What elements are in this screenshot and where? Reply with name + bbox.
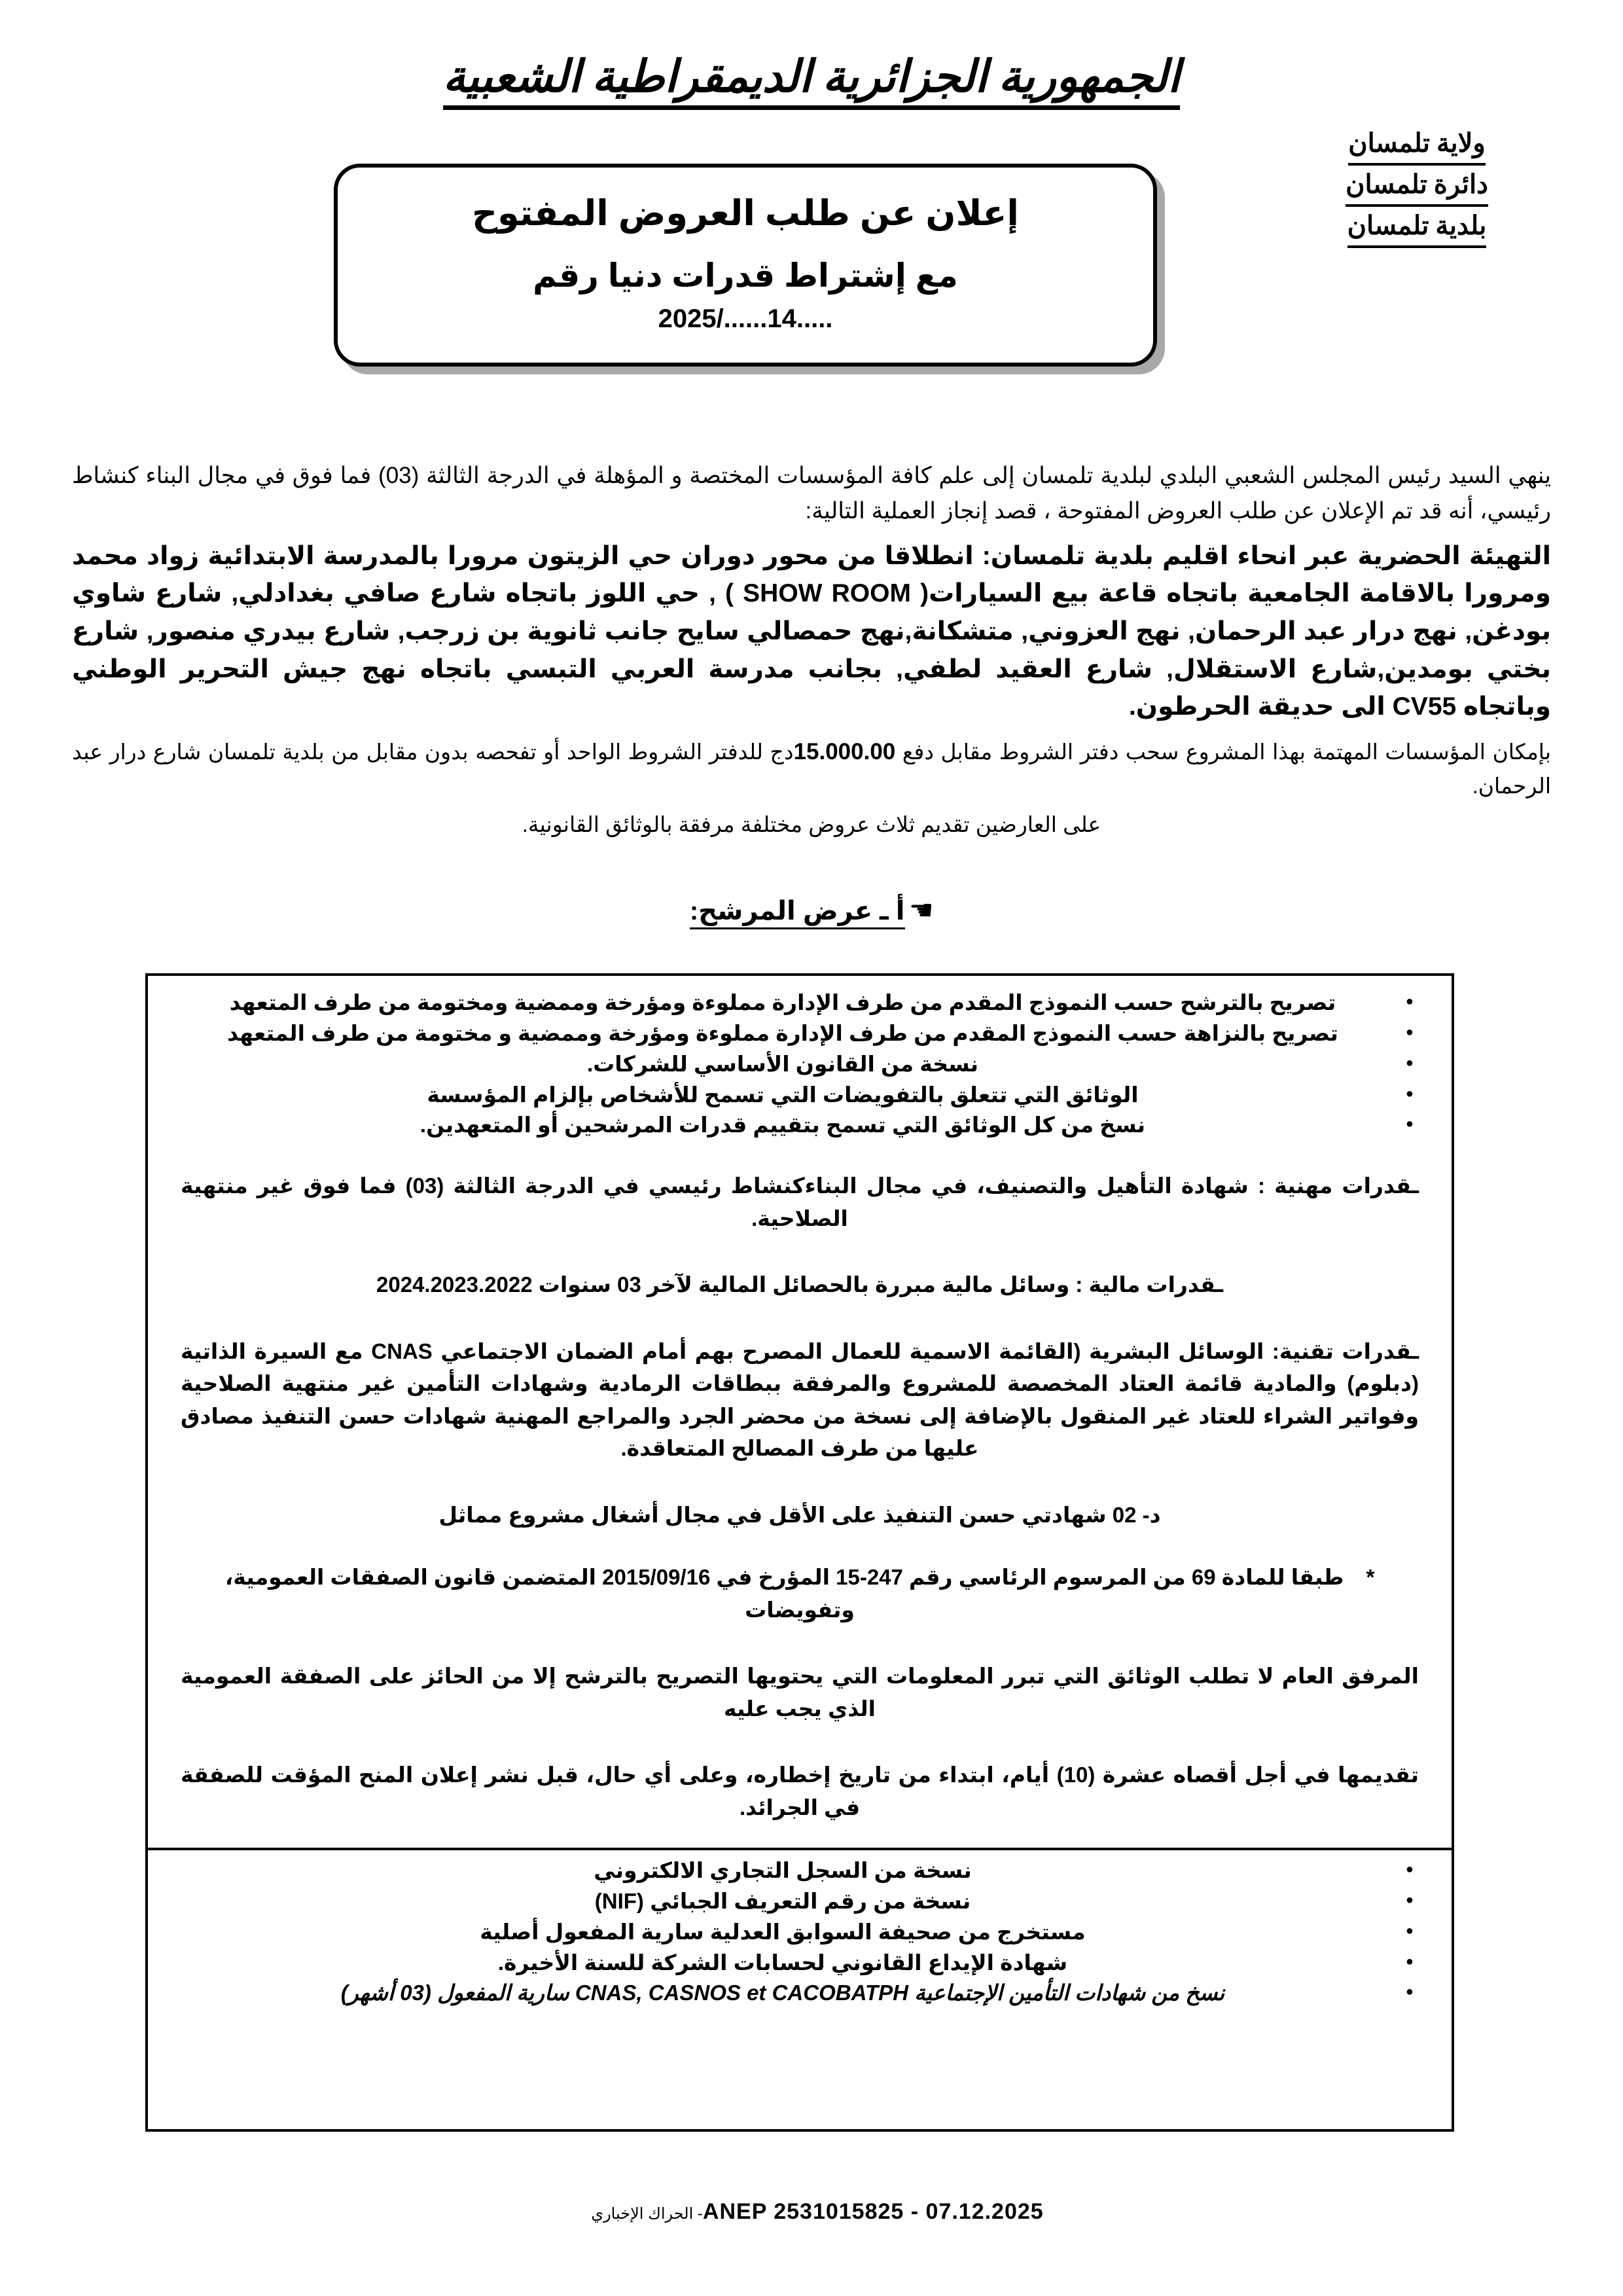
final-documents-box — [145, 1850, 1454, 2132]
requirements-bullet-list — [181, 988, 1419, 1141]
three-offers-note: على العارضين تقديم ثلاث عروض مختلفة مرفقة بالوثائق القانونية. — [522, 812, 1101, 837]
professional-capacity-paragraph: ـقدرات مهنية : شهادة التأهيل والتصنيف، في مجال البناءكنشاط رئيسي في الدرجة الثالثة (03) فما فوق غير منتهية الصلاحية. — [181, 1174, 1419, 1230]
administrative-hierarchy — [1276, 124, 1558, 248]
list-item: ● مستخرج من صحيفة السوابق العدلية سارية المفعول أصلية — [181, 1917, 1419, 1948]
fee-paragraph — [72, 735, 1551, 802]
social-insurance-organizations: CNAS, CASNOS et CACOBATPH — [575, 1981, 908, 2005]
announcement-subtitle: مع إشتراط قدرات دنيا رقم — [533, 257, 958, 294]
list-item: ● نسخة من رقم التعريف الجبائي (NIF) — [181, 1886, 1419, 1917]
body-content — [72, 458, 1551, 841]
technical-capacity-paragraph: ـقدرات تقنية: الوسائل البشرية (القائمة الاسمية للعمال المصرح بهم أمام الضمان الاجتماعي CNAS مع السيرة الذاتية (دبلوم) والمادية قائمة العتاد المخصصة للمشروع والمرفقة ببطاقات الرمادية وشهادات التأمين غير منتهية الصلاحية وفواتير الشراء للعتاد غير المنقول بالإضافة إلى نسخة من محضر الجرد والمراجع المهنية شهادات حسن التنفيذ مصادق عليها من طرف المصالح المتعاقدة. — [181, 1338, 1419, 1461]
section-candidate-offer-label: أ ـ عرض المرشح: — [690, 896, 905, 929]
list-item: ● نسخة من السجل التجاري الالكتروني — [181, 1856, 1419, 1886]
announcement-title: إعلان عن طلب العروض المفتوح — [472, 193, 1019, 233]
social-insurance-suffix: سارية المفعول (03 أشهر) — [340, 1981, 569, 2005]
footer-source: الحراك الإخباري - — [591, 2205, 703, 2223]
fee-prefix: بإمكان المؤسسات المهتمة بهذا المشروع سحب دفتر الشروط مقابل دفع — [895, 740, 1552, 764]
final-documents-bullet-list — [181, 1856, 1419, 2009]
financial-capacity-paragraph: ـقدرات مالية : وسائل مالية مبررة بالحصائل المالية لآخر 03 سنوات 2024.2023.2022 — [376, 1272, 1223, 1297]
admin-daira — [1276, 166, 1558, 207]
admin-wilaya — [1276, 124, 1558, 166]
admin-baladia-text: بلدية تلمسان — [1347, 207, 1487, 248]
list-item: ● نسخة من القانون الأساسي للشركات. — [181, 1049, 1419, 1080]
list-item: ● تصريح بالترشح حسب النموذج المقدم من طرف الإدارة مملوءة ومؤرخة وممضية ومختومة من طرف المتعهد — [181, 988, 1419, 1018]
footer-anep-reference: ANEP 2531015825 - 07.12.2025 — [702, 2199, 1044, 2224]
fee-suffix: دج للدفتر الشروط الواحد أو تفحصه بدون مقابل من بلدية تلمسان شارع درار عبد الرحمان. — [72, 740, 1551, 798]
footer — [0, 2199, 1623, 2225]
announcement-box — [334, 164, 1157, 367]
requirements-box — [145, 973, 1454, 1850]
asterisk-icon: * — [1366, 1565, 1375, 1590]
decree-note-text: طبقا للمادة 69 من المرسوم الرئاسي رقم 247-15 المؤرخ في 2015/09/16 المتضمن قانون الصفقات العمومية، وتفويضات — [224, 1565, 1344, 1622]
intro-paragraph: ينهي السيد رئيس المجلس الشعبي البلدي لبلدية تلمسان إلى علم كافة المؤسسات المختصة و المؤهلة في الدرجة الثالثة (03) فما فوق في مجال البناء كنشاط رئيسي، أنه قد تم الإعلان عن طلب العروض المفتوحة ، قصد إنجاز العملية التالية: — [72, 463, 1552, 524]
admin-daira-text: دائرة تلمسان — [1346, 166, 1488, 207]
list-item: ● تصريح بالنزاهة حسب النموذج المقدم من طرف الإدارة مملوءة ومؤرخة وممضية و مختومة من طرف المتعهد — [181, 1018, 1419, 1049]
fee-amount: 15.000.00 — [793, 739, 896, 765]
republic-title — [0, 51, 1623, 110]
execution-certificates-paragraph: د- 02 شهادتي حسن التنفيذ على الأقل في مجال أشغال مشروع مماثل — [438, 1502, 1161, 1527]
social-insurance-prefix: نسخ من شهادات التأمين الإجتماعية — [914, 1981, 1225, 2005]
list-item: ● شهادة الإيداع القانوني لحسابات الشركة للسنة الأخيرة. — [181, 1948, 1419, 1979]
announcement-number: 2025/......14..... — [658, 304, 833, 333]
list-item-social-insurance — [181, 1978, 1419, 2009]
general-annex-paragraph: المرفق العام لا تطلب الوثائق التي تبرر المعلومات التي يحتويها التصريح بالترشح إلا من الحائز على الصفقة العمومية الذي يجب عليه — [181, 1664, 1419, 1721]
admin-wilaya-text: ولاية تلمسان — [1348, 124, 1485, 166]
pointing-hand-icon: ☛ — [908, 895, 934, 925]
project-description: التهيئة الحضرية عبر انحاء اقليم بلدية تلمسان: انطلاقا من محور دوران حي الزيتون مرورا بالمدرسة الابتدائية زواد محمد ومرورا بالاقامة الجامعية باتجاه قاعة بيع السيارات( SHOW ROOM ) , حي اللوز باتجاه شارع صافي بغدادلي, شارع شاوي بودغن, نهج درار عبد الرحمان, نهج العزوني, متشكانة,نهج حمصالي سايح جانب ثانوية بن زرجب, شارع بيدري منصور, شارع بختي بومدين,شارع الاستقلال, شارع العقيد لطفي, بجانب مدرسة العربي التبسي باتجاه نهج جيش التحرير الوطني وباتجاه CV55 الى حديقة الحرطون. — [72, 541, 1552, 721]
list-item: ● الوثائق التي تتعلق بالتفويضات التي تسمح للأشخاص بإلزام المؤسسة — [181, 1080, 1419, 1111]
submission-deadline-paragraph: تقديمها في أجل أقصاه عشرة (10) أيام، ابتداء من تاريخ إخطاره، وعلى أي حال، قبل نشر إعلان المنح المؤقت للصفقة في الجرائد. — [181, 1763, 1419, 1820]
section-candidate-offer-heading — [72, 894, 1551, 929]
list-item: ● نسخ من كل الوثائق التي تسمح بتقييم قدرات المرشحين أو المتعهدين. — [181, 1110, 1419, 1141]
decree-note-paragraph — [181, 1561, 1419, 1626]
admin-baladia — [1276, 207, 1558, 248]
republic-title-text: الجمهورية الجزائرية الديمقراطية الشعبية — [443, 51, 1180, 110]
